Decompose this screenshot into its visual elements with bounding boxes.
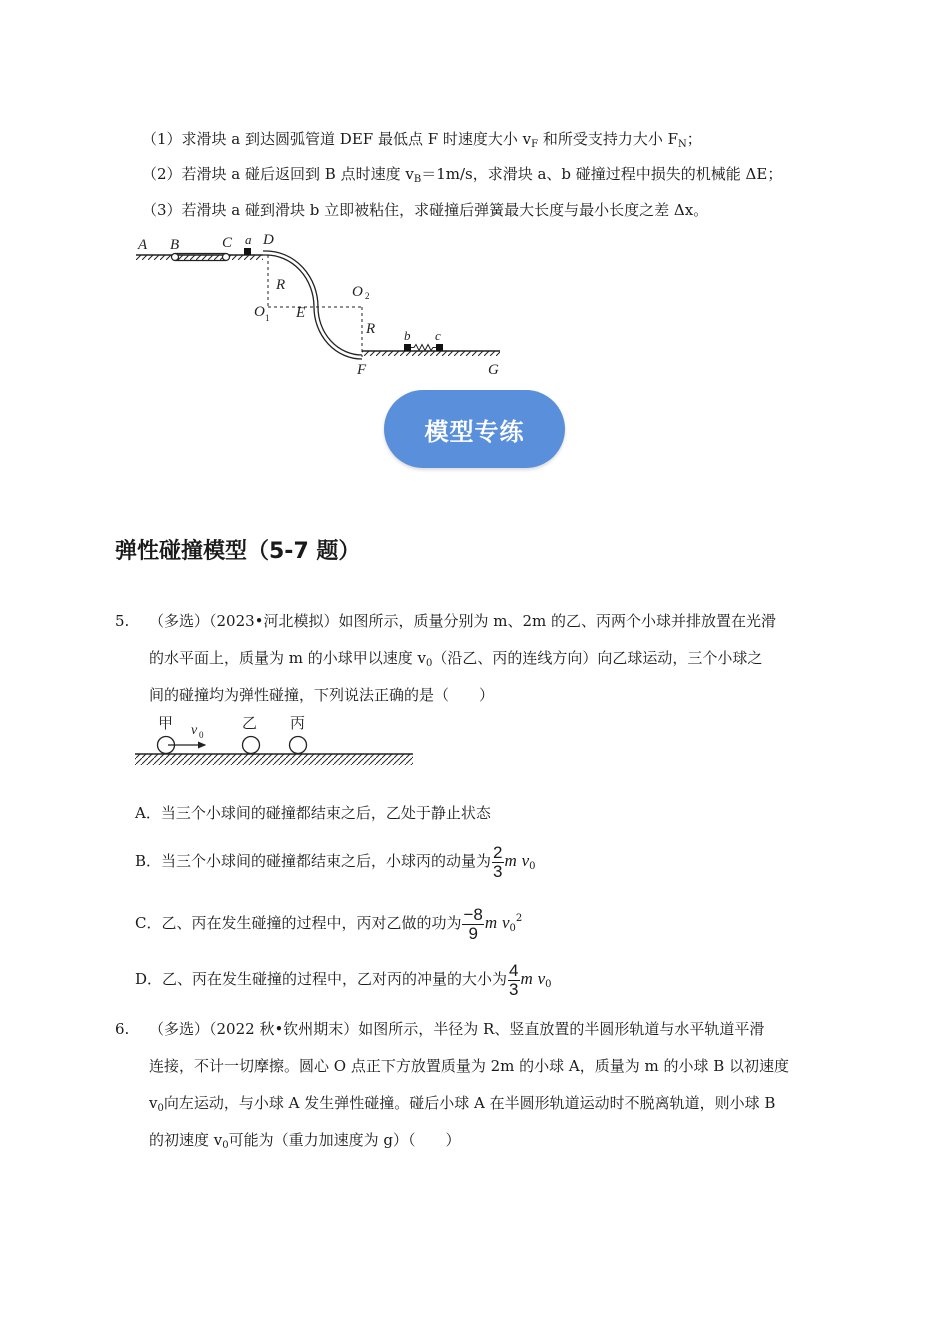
label-bing: 丙 xyxy=(290,714,306,732)
option-b[interactable] xyxy=(135,840,535,882)
q1-text-pre: （1）求滑块 a 到达圆弧管道 DEF 最低点 F 时速度大小 v xyxy=(142,130,532,148)
label-slider-b: b xyxy=(404,328,411,343)
option-c-denominator: 9 xyxy=(462,924,483,943)
q6-line-4-pre: 的初速度 v xyxy=(149,1131,223,1149)
option-c[interactable] xyxy=(135,898,523,943)
q5-line-3: 间的碰撞均为弹性碰撞，下列说法正确的是（ ） xyxy=(149,686,495,704)
option-c-text: C．乙、丙在发生碰撞的过程中，丙对乙做的功为 xyxy=(135,914,462,932)
option-d[interactable] xyxy=(135,958,551,1000)
label-f-point: F xyxy=(357,362,367,378)
q5-line-1: （多选）（2023•河北模拟）如图所示，质量分别为 m、2m 的乙、丙两个小球并排放置在光滑 xyxy=(149,612,777,630)
option-b-sub: 0 xyxy=(529,861,536,872)
label-o1-sub: 1 xyxy=(265,313,270,323)
label-v: v xyxy=(191,723,198,738)
upper-ground-hatch xyxy=(136,255,263,260)
question-3: （3）若滑块 a 碰到滑块 b 立即被粘住，求碰撞后弹簧最大长度与最小长度之差 Δx。 xyxy=(142,201,709,219)
label-o2: O xyxy=(352,284,363,300)
q5-line-2-post: （沿乙、丙的连线方向）向乙球运动，三个小球之 xyxy=(432,649,763,667)
option-b-fraction xyxy=(492,844,503,881)
option-d-fraction xyxy=(508,962,519,999)
q1-subscript-f: F xyxy=(531,139,539,150)
label-slider-a: a xyxy=(245,232,252,247)
label-a-point: A xyxy=(138,237,148,253)
option-c-v: v xyxy=(501,913,510,932)
label-jia: 甲 xyxy=(158,714,174,732)
option-a[interactable]: A．当三个小球间的碰撞都结束之后，乙处于静止状态 xyxy=(135,804,491,822)
option-d-v: v xyxy=(537,969,546,988)
label-o2-sub: 2 xyxy=(365,291,370,301)
slider-a xyxy=(244,248,251,255)
label-d-point: D xyxy=(263,232,274,248)
q6-line-1: （多选）（2022 秋•钦州期末）如图所示，半径为 R、竖直放置的半圆形轨道与水平轨道平滑 xyxy=(149,1020,765,1038)
q2-text-post: ＝1m/s，求滑块 a、b 碰撞过程中损失的机械能 ΔE； xyxy=(421,165,783,183)
question-2 xyxy=(142,164,782,190)
label-yi: 乙 xyxy=(242,714,258,732)
label-c-point: C xyxy=(222,235,233,251)
option-b-numerator: 2 xyxy=(493,842,503,862)
option-d-denominator: 3 xyxy=(509,979,519,999)
option-d-m: m xyxy=(520,969,533,988)
q6-line-2: 连接，不计一切摩擦。圆心 O 点正下方放置质量为 2m 的小球 A，质量为 m 的小球 B 以初速度 xyxy=(149,1057,790,1075)
question-1 xyxy=(142,129,702,155)
option-b-v: v xyxy=(521,851,530,870)
q5-line-2-pre: 的水平面上，质量为 m 的小球甲以速度 v xyxy=(149,649,427,667)
option-c-sub: 0 xyxy=(509,923,516,934)
pipe-inner xyxy=(263,251,362,355)
ball-yi xyxy=(243,737,260,754)
q6-line-3-sub: 0 xyxy=(157,1103,164,1114)
option-b-m: m xyxy=(504,851,517,870)
option-d-text: D．乙、丙在发生碰撞的过程中，乙对丙的冲量的大小为 xyxy=(135,970,508,988)
label-slider-c: c xyxy=(435,328,441,343)
option-c-fraction xyxy=(462,906,483,943)
section-title: 弹性碰撞模型（5-7 题） xyxy=(115,539,361,564)
q2-subscript-b: B xyxy=(413,174,422,185)
option-d-numerator: 4 xyxy=(509,960,519,980)
q1-text-mid: 和所受支持力大小 F xyxy=(538,130,679,148)
option-c-numerator: −8 xyxy=(463,904,483,924)
q6-line-3 xyxy=(149,1093,775,1119)
construction-lines xyxy=(268,255,362,357)
option-b-text: B．当三个小球间的碰撞都结束之后，小球丙的动量为 xyxy=(135,852,492,870)
q6-line-3-v: v xyxy=(149,1094,158,1112)
lower-ground-hatch xyxy=(362,351,500,356)
label-g-point: G xyxy=(488,362,499,378)
option-d-sub: 0 xyxy=(545,979,552,990)
q5-line-2 xyxy=(149,648,762,674)
q6-line-3-post: 向左运动，与小球 A 发生弹性碰撞。碰后小球 A 在半圆形轨道运动时不脱离轨道，则小球 B xyxy=(163,1094,776,1112)
track-diagram xyxy=(130,230,510,382)
label-r1: R xyxy=(276,277,286,293)
q6-line-4-sub: 0 xyxy=(222,1140,229,1151)
label-o1: O xyxy=(254,304,265,320)
option-c-m: m xyxy=(484,913,498,932)
slider-b xyxy=(404,344,411,351)
q5-line-2-sub: 0 xyxy=(426,658,433,669)
spring xyxy=(411,345,436,351)
slider-c xyxy=(436,344,443,351)
label-r2: R xyxy=(366,321,376,337)
q6-line-4 xyxy=(149,1130,461,1156)
q1-text-post: ； xyxy=(686,130,702,148)
q1-subscript-n: N xyxy=(678,139,687,150)
ball-bing xyxy=(290,737,307,754)
q2-text-pre: （2）若滑块 a 碰后返回到 B 点时速度 v xyxy=(142,165,414,183)
label-b-point: B xyxy=(170,237,180,253)
ground-hatch xyxy=(135,754,413,765)
balls-diagram xyxy=(130,710,420,772)
label-e-point: E xyxy=(296,305,306,321)
label-v-sub: 0 xyxy=(199,730,204,740)
option-c-sup: 2 xyxy=(515,913,523,924)
q5-number: 5. xyxy=(115,612,130,630)
q6-number: 6. xyxy=(115,1020,130,1038)
q6-line-4-post: 可能为（重力加速度为 g）（ ） xyxy=(228,1131,461,1149)
option-b-denominator: 3 xyxy=(493,861,503,881)
model-practice-banner[interactable]: 模型专练 xyxy=(384,390,565,468)
